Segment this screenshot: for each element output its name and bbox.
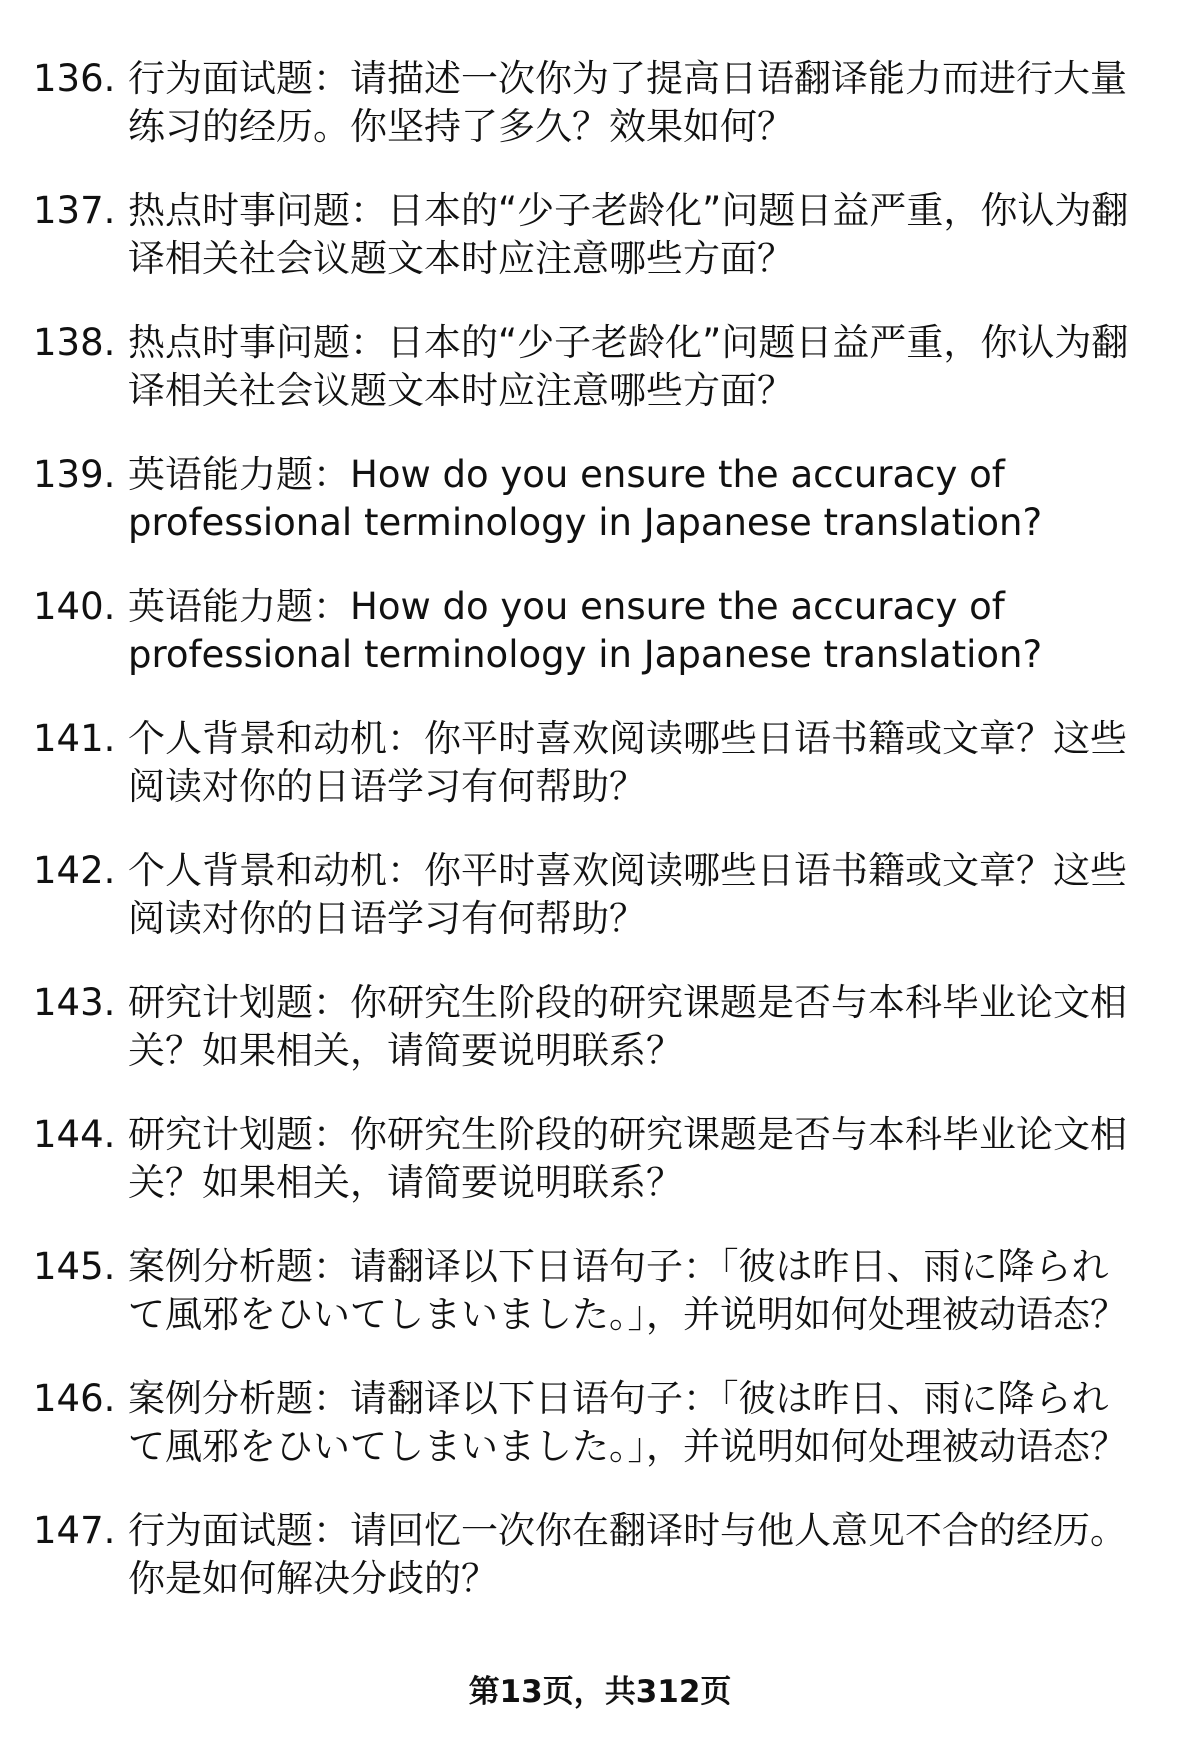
question-item — [0, 979, 1200, 1111]
question-item — [0, 1243, 1200, 1375]
question-text: 个人背景和动机：你平时喜欢阅读哪些日语书籍或文章？这些阅读对你的日语学习有何帮助？ — [128, 849, 1127, 940]
question-text: 案例分析题：请翻译以下日语句子：「彼は昨日、雨に降られて風邪をひいてしまいました。」，并说明如何处理被动语态？ — [128, 1245, 1127, 1336]
question-number: 145. — [33, 1245, 116, 1288]
question-text: 研究计划题：你研究生阶段的研究课题是否与本科毕业论文相关？如果相关，请简要说明联系？ — [128, 1113, 1127, 1204]
question-item — [0, 1111, 1200, 1243]
question-item — [0, 847, 1200, 979]
question-number: 143. — [33, 981, 116, 1024]
question-number: 147. — [33, 1509, 116, 1552]
question-number: 142. — [33, 849, 116, 892]
question-item — [0, 715, 1200, 847]
question-number: 138. — [33, 321, 116, 364]
question-item — [0, 451, 1200, 583]
question-item — [0, 319, 1200, 451]
question-number: 141. — [33, 717, 116, 760]
question-number: 144. — [33, 1113, 116, 1156]
question-item — [0, 187, 1200, 319]
question-text: 热点时事问题：日本的“少子老龄化”问题日益严重，你认为翻译相关社会议题文本时应注意哪些方面？ — [128, 189, 1129, 280]
question-item — [0, 1375, 1200, 1507]
question-item — [0, 55, 1200, 187]
question-text: 案例分析题：请翻译以下日语句子：「彼は昨日、雨に降られて風邪をひいてしまいました。」，并说明如何处理被动语态？ — [128, 1377, 1127, 1468]
question-text: 英语能力题：How do you ensure the accuracy of professional terminology in Japanese translation? — [128, 453, 1043, 544]
question-list — [0, 55, 1200, 1639]
question-number: 146. — [33, 1377, 116, 1420]
question-number: 139. — [33, 453, 116, 496]
question-text: 热点时事问题：日本的“少子老龄化”问题日益严重，你认为翻译相关社会议题文本时应注意哪些方面？ — [128, 321, 1129, 412]
question-number: 137. — [33, 189, 116, 232]
question-text: 行为面试题：请回忆一次你在翻译时与他人意见不合的经历。你是如何解决分歧的？ — [128, 1509, 1127, 1600]
question-number: 140. — [33, 585, 116, 628]
question-text: 个人背景和动机：你平时喜欢阅读哪些日语书籍或文章？这些阅读对你的日语学习有何帮助？ — [128, 717, 1127, 808]
page-number-footer: 第13页，共312页 — [468, 1674, 732, 1710]
question-text: 英语能力题：How do you ensure the accuracy of professional terminology in Japanese translation? — [128, 585, 1043, 676]
question-number: 136. — [33, 57, 116, 100]
question-text: 研究计划题：你研究生阶段的研究课题是否与本科毕业论文相关？如果相关，请简要说明联系？ — [128, 981, 1127, 1072]
question-item — [0, 1507, 1200, 1639]
question-item — [0, 583, 1200, 715]
question-text: 行为面试题：请描述一次你为了提高日语翻译能力而进行大量练习的经历。你坚持了多久？效果如何？ — [128, 57, 1127, 148]
